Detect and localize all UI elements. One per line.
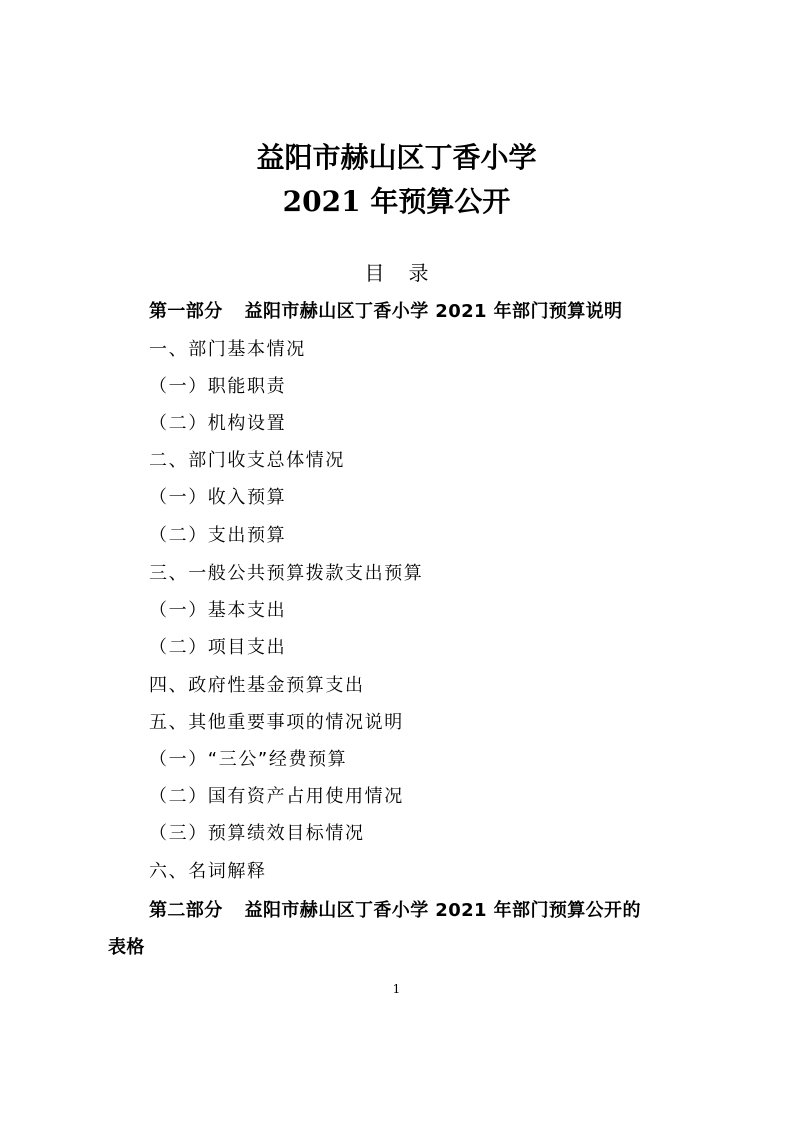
toc-item: 五、其他重要事项的情况说明 bbox=[149, 712, 404, 733]
toc-item: 六、名词解释 bbox=[149, 861, 267, 882]
toc-part-2 bbox=[149, 898, 641, 924]
document-title-line-2: 2021 年预算公开 bbox=[282, 185, 511, 218]
toc-part-2-text: 益阳市赫山区丁香小学 2021 年部门预算公开的 bbox=[244, 900, 641, 921]
toc-item: （二）支出预算 bbox=[149, 525, 287, 546]
toc-item: 一、部门基本情况 bbox=[149, 339, 306, 360]
toc-item: 四、政府性基金预算支出 bbox=[149, 675, 365, 696]
document-title-line-1: 益阳市赫山区丁香小学 bbox=[256, 141, 537, 174]
toc-part-1-label: 第一部分 bbox=[149, 301, 223, 322]
toc-item: 二、部门收支总体情况 bbox=[149, 450, 345, 471]
toc-item: （一）收入预算 bbox=[149, 487, 287, 508]
toc-item: （一）“三公”经费预算 bbox=[149, 749, 348, 770]
page-number: 1 bbox=[392, 982, 401, 996]
toc-part-2-label: 第二部分 bbox=[149, 900, 223, 921]
toc-item: （一）基本支出 bbox=[149, 600, 287, 621]
toc-item: （三）预算绩效目标情况 bbox=[149, 823, 365, 844]
toc-part-1-text: 益阳市赫山区丁香小学 2021 年部门预算说明 bbox=[244, 301, 623, 322]
toc-item: （二）国有资产占用使用情况 bbox=[149, 786, 404, 807]
toc-part-1 bbox=[149, 299, 622, 325]
toc-item: （二）项目支出 bbox=[149, 637, 287, 658]
toc-item: 三、一般公共预算拨款支出预算 bbox=[149, 563, 424, 584]
toc-item: （一）职能职责 bbox=[149, 376, 287, 397]
toc-item: （二）机构设置 bbox=[149, 413, 287, 434]
toc-heading: 目录 bbox=[364, 261, 453, 285]
toc-part-2-continuation: 表格 bbox=[108, 937, 145, 958]
